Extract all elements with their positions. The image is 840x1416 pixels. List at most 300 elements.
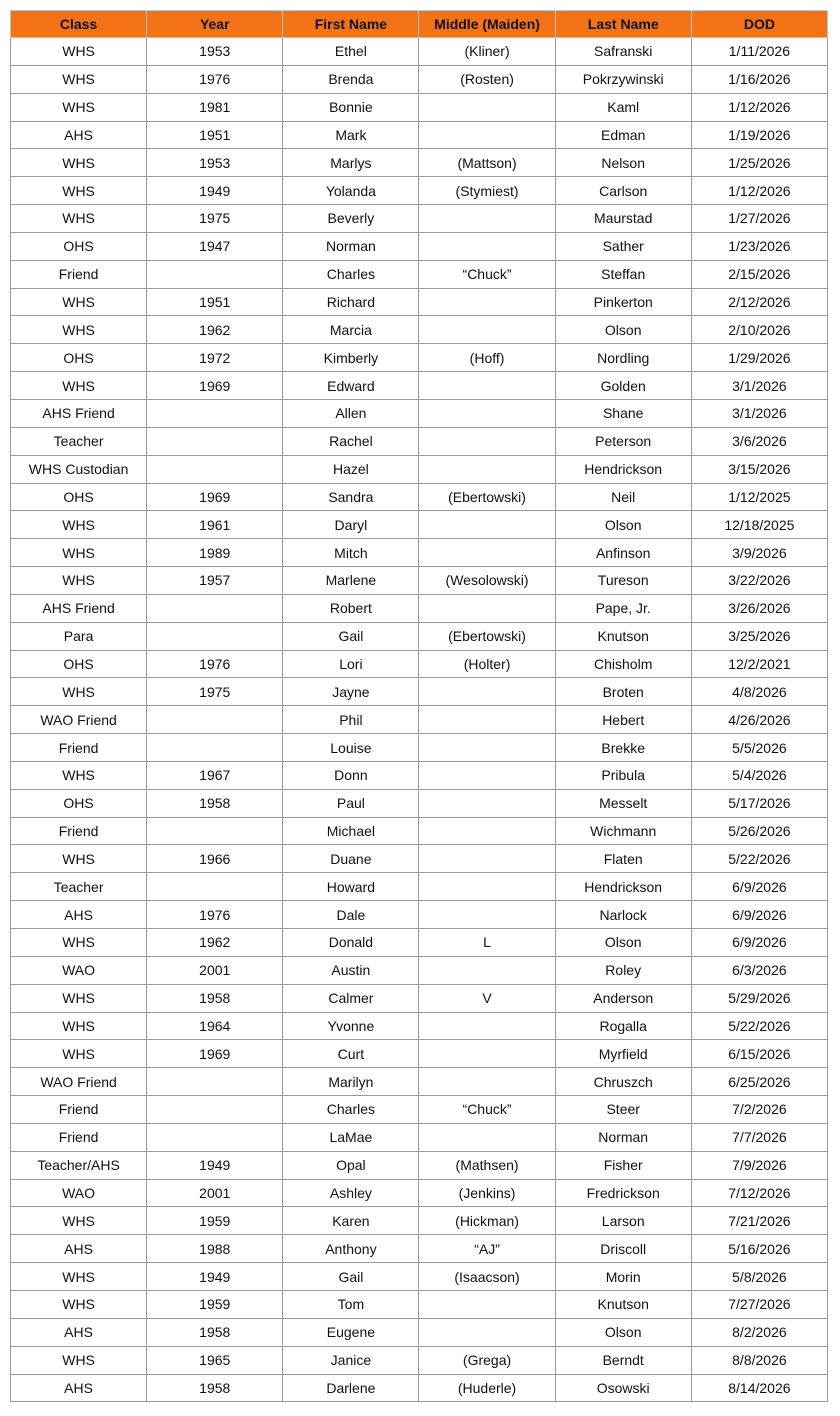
- cell-year: 1975: [147, 678, 283, 706]
- cell-class: AHS: [11, 121, 147, 149]
- cell-first-name: Mitch: [283, 539, 419, 567]
- cell-first-name: Donald: [283, 929, 419, 957]
- cell-year: 1958: [147, 1374, 283, 1402]
- cell-year: 1976: [147, 650, 283, 678]
- cell-last-name: Kaml: [555, 93, 691, 121]
- cell-class: WHS: [11, 761, 147, 789]
- cell-last-name: Olson: [555, 1318, 691, 1346]
- cell-class: OHS: [11, 344, 147, 372]
- cell-middle-maiden: [419, 901, 555, 929]
- cell-dod: 1/23/2026: [691, 232, 827, 260]
- cell-class: WHS: [11, 845, 147, 873]
- cell-dod: 1/27/2026: [691, 205, 827, 233]
- cell-year: 1966: [147, 845, 283, 873]
- cell-dod: 5/26/2026: [691, 817, 827, 845]
- cell-first-name: Hazel: [283, 455, 419, 483]
- cell-year: 1949: [147, 1263, 283, 1291]
- table-row: [11, 594, 828, 622]
- cell-class: WAO Friend: [11, 706, 147, 734]
- cell-last-name: Steffan: [555, 260, 691, 288]
- cell-last-name: Knutson: [555, 622, 691, 650]
- cell-first-name: LaMae: [283, 1123, 419, 1151]
- cell-first-name: Austin: [283, 956, 419, 984]
- table-row: [11, 1123, 828, 1151]
- cell-year: 1953: [147, 149, 283, 177]
- cell-dod: 3/26/2026: [691, 594, 827, 622]
- cell-year: 1989: [147, 539, 283, 567]
- cell-first-name: Edward: [283, 372, 419, 400]
- cell-class: AHS: [11, 1318, 147, 1346]
- cell-class: OHS: [11, 650, 147, 678]
- cell-last-name: Olson: [555, 929, 691, 957]
- cell-class: WHS: [11, 1346, 147, 1374]
- table-row: [11, 232, 828, 260]
- cell-year: [147, 1096, 283, 1124]
- cell-last-name: Shane: [555, 399, 691, 427]
- cell-last-name: Safranski: [555, 38, 691, 66]
- cell-dod: 5/17/2026: [691, 789, 827, 817]
- cell-class: WHS: [11, 149, 147, 177]
- cell-dod: 3/1/2026: [691, 399, 827, 427]
- table-row: [11, 93, 828, 121]
- table-row: [11, 344, 828, 372]
- table-row: [11, 38, 828, 66]
- cell-middle-maiden: [419, 873, 555, 901]
- cell-first-name: Duane: [283, 845, 419, 873]
- cell-first-name: Howard: [283, 873, 419, 901]
- cell-middle-maiden: [419, 817, 555, 845]
- cell-first-name: Marcia: [283, 316, 419, 344]
- table-row: [11, 873, 828, 901]
- cell-first-name: Norman: [283, 232, 419, 260]
- cell-class: WHS: [11, 1290, 147, 1318]
- cell-year: [147, 706, 283, 734]
- cell-dod: 7/21/2026: [691, 1207, 827, 1235]
- cell-class: AHS: [11, 1374, 147, 1402]
- cell-dod: 5/5/2026: [691, 734, 827, 762]
- table-row: [11, 789, 828, 817]
- header-row: [11, 11, 828, 38]
- cell-year: [147, 873, 283, 901]
- cell-first-name: Tom: [283, 1290, 419, 1318]
- cell-year: 1976: [147, 65, 283, 93]
- cell-middle-maiden: “Chuck”: [419, 1096, 555, 1124]
- cell-middle-maiden: [419, 845, 555, 873]
- table-row: [11, 901, 828, 929]
- cell-last-name: Fredrickson: [555, 1179, 691, 1207]
- table-body: [11, 38, 828, 1402]
- cell-class: Teacher/AHS: [11, 1151, 147, 1179]
- cell-class: WHS: [11, 177, 147, 205]
- cell-year: 1969: [147, 483, 283, 511]
- cell-class: WHS: [11, 93, 147, 121]
- cell-dod: 12/2/2021: [691, 650, 827, 678]
- cell-last-name: Pribula: [555, 761, 691, 789]
- cell-year: 1972: [147, 344, 283, 372]
- cell-last-name: Neil: [555, 483, 691, 511]
- cell-first-name: Richard: [283, 288, 419, 316]
- cell-class: WHS Custodian: [11, 455, 147, 483]
- table-row: [11, 483, 828, 511]
- cell-year: 1951: [147, 288, 283, 316]
- cell-last-name: Messelt: [555, 789, 691, 817]
- table-row: [11, 761, 828, 789]
- cell-first-name: Rachel: [283, 427, 419, 455]
- cell-middle-maiden: (Kliner): [419, 38, 555, 66]
- cell-year: 1976: [147, 901, 283, 929]
- cell-last-name: Hebert: [555, 706, 691, 734]
- cell-last-name: Edman: [555, 121, 691, 149]
- cell-middle-maiden: (Ebertowski): [419, 622, 555, 650]
- cell-dod: 3/1/2026: [691, 372, 827, 400]
- cell-year: [147, 1068, 283, 1096]
- cell-year: 1969: [147, 1040, 283, 1068]
- cell-dod: 8/8/2026: [691, 1346, 827, 1374]
- table-row: [11, 372, 828, 400]
- cell-last-name: Rogalla: [555, 1012, 691, 1040]
- cell-year: [147, 734, 283, 762]
- cell-first-name: Daryl: [283, 511, 419, 539]
- cell-year: [147, 427, 283, 455]
- table-row: [11, 706, 828, 734]
- cell-first-name: Marilyn: [283, 1068, 419, 1096]
- cell-first-name: Phil: [283, 706, 419, 734]
- table-row: [11, 1374, 828, 1402]
- cell-middle-maiden: (Stymiest): [419, 177, 555, 205]
- cell-dod: 1/12/2026: [691, 177, 827, 205]
- cell-dod: 4/8/2026: [691, 678, 827, 706]
- cell-year: 1957: [147, 567, 283, 595]
- cell-class: WHS: [11, 372, 147, 400]
- cell-dod: 1/29/2026: [691, 344, 827, 372]
- cell-class: Friend: [11, 817, 147, 845]
- cell-class: WHS: [11, 1012, 147, 1040]
- cell-last-name: Knutson: [555, 1290, 691, 1318]
- table-row: [11, 316, 828, 344]
- cell-first-name: Sandra: [283, 483, 419, 511]
- cell-year: 1967: [147, 761, 283, 789]
- cell-last-name: Sather: [555, 232, 691, 260]
- cell-first-name: Allen: [283, 399, 419, 427]
- table-row: [11, 817, 828, 845]
- cell-last-name: Morin: [555, 1263, 691, 1291]
- cell-last-name: Hendrickson: [555, 455, 691, 483]
- cell-middle-maiden: [419, 1068, 555, 1096]
- cell-year: 2001: [147, 1179, 283, 1207]
- cell-year: 1959: [147, 1207, 283, 1235]
- cell-dod: 7/2/2026: [691, 1096, 827, 1124]
- cell-dod: 2/10/2026: [691, 316, 827, 344]
- cell-last-name: Peterson: [555, 427, 691, 455]
- cell-first-name: Brenda: [283, 65, 419, 93]
- cell-dod: 1/12/2026: [691, 93, 827, 121]
- cell-middle-maiden: “AJ”: [419, 1235, 555, 1263]
- cell-last-name: Carlson: [555, 177, 691, 205]
- cell-middle-maiden: (Huderle): [419, 1374, 555, 1402]
- cell-last-name: Chisholm: [555, 650, 691, 678]
- table-row: [11, 622, 828, 650]
- cell-year: 1961: [147, 511, 283, 539]
- column-header-dod: DOD: [691, 11, 827, 38]
- table-header: [11, 11, 828, 38]
- cell-first-name: Louise: [283, 734, 419, 762]
- cell-class: AHS Friend: [11, 399, 147, 427]
- cell-first-name: Anthony: [283, 1235, 419, 1263]
- cell-dod: 6/25/2026: [691, 1068, 827, 1096]
- cell-year: [147, 260, 283, 288]
- table-row: [11, 1179, 828, 1207]
- cell-last-name: Pape, Jr.: [555, 594, 691, 622]
- cell-dod: 5/4/2026: [691, 761, 827, 789]
- table-row: [11, 984, 828, 1012]
- cell-class: WHS: [11, 678, 147, 706]
- cell-middle-maiden: (Mattson): [419, 149, 555, 177]
- cell-dod: 12/18/2025: [691, 511, 827, 539]
- cell-first-name: Bonnie: [283, 93, 419, 121]
- cell-year: [147, 622, 283, 650]
- cell-last-name: Larson: [555, 1207, 691, 1235]
- cell-last-name: Brekke: [555, 734, 691, 762]
- table-row: [11, 956, 828, 984]
- cell-first-name: Marlys: [283, 149, 419, 177]
- cell-year: [147, 1123, 283, 1151]
- cell-middle-maiden: L: [419, 929, 555, 957]
- cell-year: [147, 399, 283, 427]
- cell-year: 1949: [147, 177, 283, 205]
- cell-dod: 6/15/2026: [691, 1040, 827, 1068]
- cell-dod: 3/15/2026: [691, 455, 827, 483]
- table-row: [11, 650, 828, 678]
- cell-last-name: Driscoll: [555, 1235, 691, 1263]
- cell-first-name: Kimberly: [283, 344, 419, 372]
- cell-class: WAO: [11, 1179, 147, 1207]
- cell-class: AHS Friend: [11, 594, 147, 622]
- cell-year: 1975: [147, 205, 283, 233]
- cell-class: WHS: [11, 511, 147, 539]
- cell-dod: 8/14/2026: [691, 1374, 827, 1402]
- cell-first-name: Eugene: [283, 1318, 419, 1346]
- cell-middle-maiden: “Chuck”: [419, 260, 555, 288]
- cell-last-name: Norman: [555, 1123, 691, 1151]
- table-row: [11, 1096, 828, 1124]
- cell-middle-maiden: (Wesolowski): [419, 567, 555, 595]
- cell-first-name: Janice: [283, 1346, 419, 1374]
- table-row: [11, 511, 828, 539]
- cell-last-name: Narlock: [555, 901, 691, 929]
- cell-last-name: Berndt: [555, 1346, 691, 1374]
- table-row: [11, 1068, 828, 1096]
- cell-dod: 5/16/2026: [691, 1235, 827, 1263]
- cell-last-name: Fisher: [555, 1151, 691, 1179]
- cell-last-name: Pinkerton: [555, 288, 691, 316]
- cell-first-name: Paul: [283, 789, 419, 817]
- cell-year: 1981: [147, 93, 283, 121]
- cell-class: AHS: [11, 1235, 147, 1263]
- cell-dod: 2/12/2026: [691, 288, 827, 316]
- cell-middle-maiden: (Ebertowski): [419, 483, 555, 511]
- table-row: [11, 1235, 828, 1263]
- cell-middle-maiden: [419, 205, 555, 233]
- cell-last-name: Anfinson: [555, 539, 691, 567]
- cell-last-name: Olson: [555, 511, 691, 539]
- cell-class: WHS: [11, 316, 147, 344]
- cell-year: 1965: [147, 1346, 283, 1374]
- cell-dod: 6/9/2026: [691, 901, 827, 929]
- cell-first-name: Jayne: [283, 678, 419, 706]
- cell-dod: 5/8/2026: [691, 1263, 827, 1291]
- table-row: [11, 1151, 828, 1179]
- cell-first-name: Ethel: [283, 38, 419, 66]
- cell-first-name: Marlene: [283, 567, 419, 595]
- cell-middle-maiden: [419, 539, 555, 567]
- table-row: [11, 65, 828, 93]
- cell-first-name: Ashley: [283, 1179, 419, 1207]
- table-row: [11, 149, 828, 177]
- cell-class: OHS: [11, 789, 147, 817]
- cell-year: [147, 594, 283, 622]
- cell-first-name: Donn: [283, 761, 419, 789]
- table-row: [11, 1318, 828, 1346]
- table-row: [11, 1207, 828, 1235]
- cell-middle-maiden: V: [419, 984, 555, 1012]
- cell-first-name: Karen: [283, 1207, 419, 1235]
- table-row: [11, 260, 828, 288]
- cell-middle-maiden: [419, 706, 555, 734]
- cell-first-name: Michael: [283, 817, 419, 845]
- table-row: [11, 539, 828, 567]
- table-row: [11, 845, 828, 873]
- cell-dod: 1/19/2026: [691, 121, 827, 149]
- cell-class: Friend: [11, 1123, 147, 1151]
- cell-class: WHS: [11, 1263, 147, 1291]
- cell-class: WHS: [11, 65, 147, 93]
- cell-middle-maiden: [419, 1290, 555, 1318]
- cell-first-name: Yolanda: [283, 177, 419, 205]
- cell-dod: 7/27/2026: [691, 1290, 827, 1318]
- cell-first-name: Calmer: [283, 984, 419, 1012]
- cell-middle-maiden: (Isaacson): [419, 1263, 555, 1291]
- cell-class: WHS: [11, 205, 147, 233]
- cell-last-name: Pokrzywinski: [555, 65, 691, 93]
- cell-middle-maiden: [419, 288, 555, 316]
- cell-middle-maiden: [419, 93, 555, 121]
- cell-last-name: Hendrickson: [555, 873, 691, 901]
- cell-year: 1962: [147, 929, 283, 957]
- cell-year: 1953: [147, 38, 283, 66]
- table-row: [11, 1263, 828, 1291]
- cell-year: [147, 817, 283, 845]
- cell-middle-maiden: (Rosten): [419, 65, 555, 93]
- cell-middle-maiden: [419, 678, 555, 706]
- cell-middle-maiden: [419, 594, 555, 622]
- cell-middle-maiden: [419, 372, 555, 400]
- cell-first-name: Gail: [283, 622, 419, 650]
- cell-last-name: Osowski: [555, 1374, 691, 1402]
- cell-year: 1951: [147, 121, 283, 149]
- cell-class: Friend: [11, 734, 147, 762]
- cell-middle-maiden: (Jenkins): [419, 1179, 555, 1207]
- cell-last-name: Olson: [555, 316, 691, 344]
- table-row: [11, 678, 828, 706]
- table-row: [11, 1012, 828, 1040]
- cell-middle-maiden: [419, 232, 555, 260]
- cell-middle-maiden: [419, 761, 555, 789]
- cell-class: OHS: [11, 483, 147, 511]
- cell-first-name: Mark: [283, 121, 419, 149]
- cell-middle-maiden: [419, 455, 555, 483]
- cell-middle-maiden: [419, 1012, 555, 1040]
- cell-class: Friend: [11, 260, 147, 288]
- cell-middle-maiden: [419, 1318, 555, 1346]
- cell-middle-maiden: [419, 427, 555, 455]
- cell-last-name: Nordling: [555, 344, 691, 372]
- cell-class: WAO: [11, 956, 147, 984]
- cell-dod: 3/6/2026: [691, 427, 827, 455]
- cell-class: AHS: [11, 901, 147, 929]
- cell-class: WHS: [11, 288, 147, 316]
- cell-dod: 7/7/2026: [691, 1123, 827, 1151]
- cell-last-name: Wichmann: [555, 817, 691, 845]
- cell-class: Friend: [11, 1096, 147, 1124]
- cell-dod: 7/12/2026: [691, 1179, 827, 1207]
- cell-dod: 6/9/2026: [691, 929, 827, 957]
- column-header-last-name: Last Name: [555, 11, 691, 38]
- cell-class: WHS: [11, 984, 147, 1012]
- cell-last-name: Golden: [555, 372, 691, 400]
- table-row: [11, 427, 828, 455]
- cell-class: OHS: [11, 232, 147, 260]
- cell-last-name: Roley: [555, 956, 691, 984]
- cell-class: WHS: [11, 539, 147, 567]
- cell-middle-maiden: [419, 956, 555, 984]
- cell-middle-maiden: [419, 121, 555, 149]
- column-header-class: Class: [11, 11, 147, 38]
- cell-last-name: Chruszch: [555, 1068, 691, 1096]
- cell-dod: 4/26/2026: [691, 706, 827, 734]
- cell-first-name: Darlene: [283, 1374, 419, 1402]
- table-row: [11, 1290, 828, 1318]
- cell-dod: 1/16/2026: [691, 65, 827, 93]
- cell-last-name: Broten: [555, 678, 691, 706]
- cell-dod: 1/12/2025: [691, 483, 827, 511]
- cell-year: 1988: [147, 1235, 283, 1263]
- cell-class: Para: [11, 622, 147, 650]
- column-header-middle-maiden: Middle (Maiden): [419, 11, 555, 38]
- table-row: [11, 177, 828, 205]
- cell-dod: 5/22/2026: [691, 1012, 827, 1040]
- table-row: [11, 121, 828, 149]
- cell-dod: 6/9/2026: [691, 873, 827, 901]
- table-row: [11, 455, 828, 483]
- cell-dod: 1/11/2026: [691, 38, 827, 66]
- cell-dod: 3/9/2026: [691, 539, 827, 567]
- cell-dod: 5/29/2026: [691, 984, 827, 1012]
- cell-year: 1964: [147, 1012, 283, 1040]
- cell-class: WHS: [11, 38, 147, 66]
- cell-dod: 2/15/2026: [691, 260, 827, 288]
- cell-class: WAO Friend: [11, 1068, 147, 1096]
- cell-first-name: Robert: [283, 594, 419, 622]
- table-row: [11, 1346, 828, 1374]
- cell-year: 1962: [147, 316, 283, 344]
- table-row: [11, 929, 828, 957]
- cell-class: Teacher: [11, 873, 147, 901]
- cell-first-name: Lori: [283, 650, 419, 678]
- cell-first-name: Charles: [283, 1096, 419, 1124]
- cell-middle-maiden: (Mathsen): [419, 1151, 555, 1179]
- cell-year: 1949: [147, 1151, 283, 1179]
- cell-dod: 3/25/2026: [691, 622, 827, 650]
